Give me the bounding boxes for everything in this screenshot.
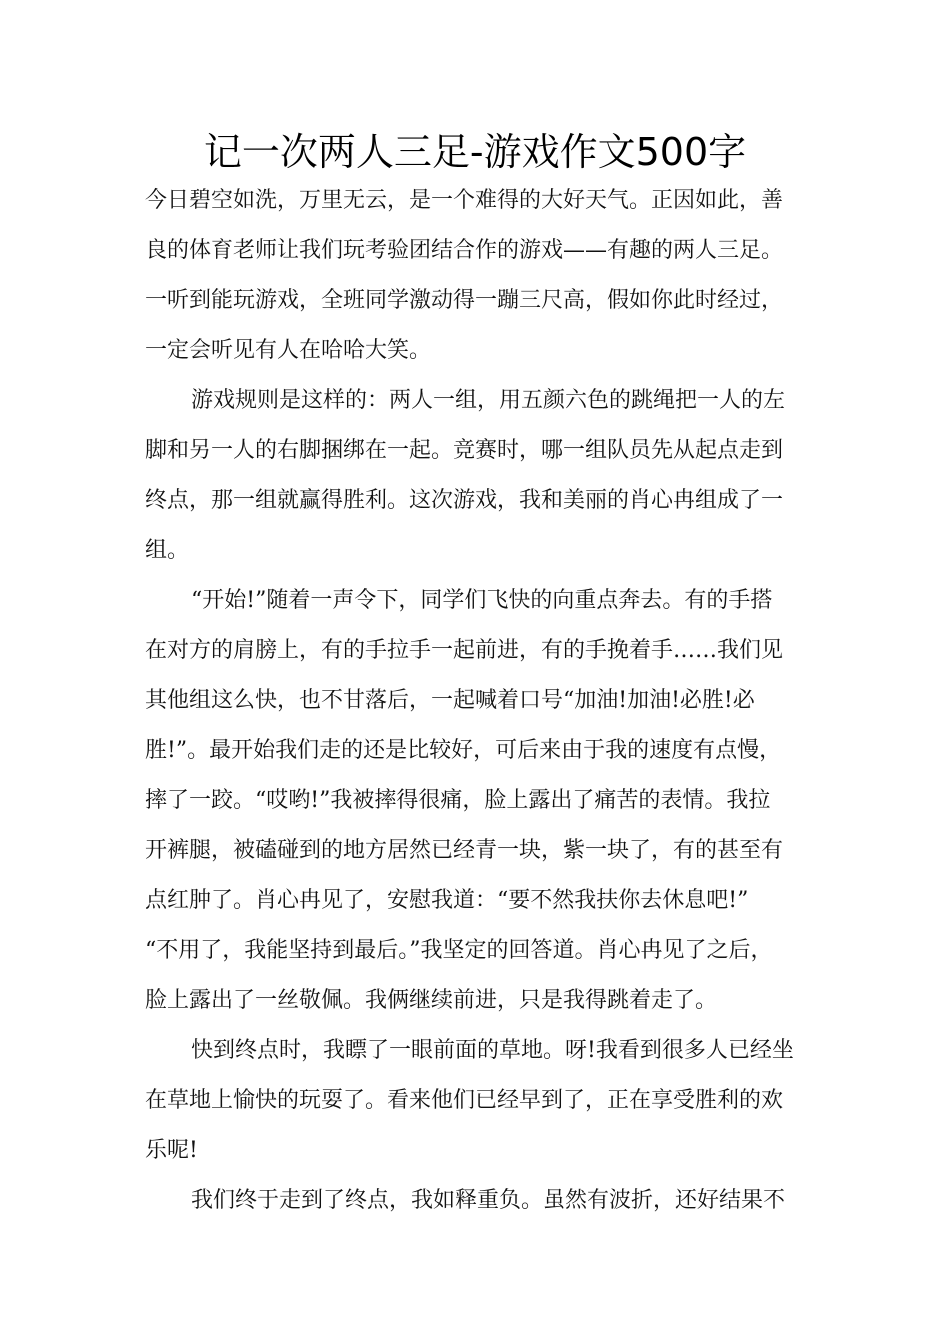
text-line: 良的体育老师让我们玩考验团结合作的游戏——有趣的两人三足。 (145, 238, 784, 263)
paragraph-5 (145, 1176, 825, 1226)
text-line: 游戏规则是这样的：两人一组，用五颜六色的跳绳把一人的左 (191, 388, 786, 413)
text-line: 乐呢! (145, 1138, 198, 1163)
text-line: 点红肿了。肖心冉见了，安慰我道：“要不然我扶你去休息吧!” (145, 888, 749, 913)
text-line: “开始!”随着一声令下，同学们飞快的向重点奔去。有的手搭 (191, 588, 773, 613)
text-line: 组。 (145, 538, 190, 563)
text-line: 一听到能玩游戏，全班同学激动得一蹦三尺高，假如你此时经过， (145, 288, 784, 313)
text-line: 今日碧空如洗，万里无云，是一个难得的大好天气。正因如此，善 (145, 188, 784, 213)
document-body (145, 176, 825, 1226)
text-line: 其他组这么快，也不甘落后，一起喊着口号“加油!加油!必胜!必 (145, 688, 755, 713)
text-line: 一定会听见有人在哈哈大笑。 (145, 338, 432, 363)
text-line: 在对方的肩膀上，有的手拉手一起前进，有的手挽着手……我们见 (145, 638, 784, 663)
text-line: 在草地上愉快的玩耍了。看来他们已经早到了，正在享受胜利的欢 (145, 1088, 784, 1113)
text-line: “不用了，我能坚持到最后。”我坚定的回答道。肖心冉见了之后， (145, 938, 773, 963)
paragraph-2 (145, 376, 825, 576)
text-line: 开裤腿，被磕碰到的地方居然已经青一块，紫一块了，有的甚至有 (145, 838, 784, 863)
text-line: 我们终于走到了终点，我如释重负。虽然有波折，还好结果不 (191, 1188, 786, 1213)
text-line: 终点，那一组就赢得胜利。这次游戏，我和美丽的肖心冉组成了一 (145, 488, 784, 513)
text-line: 胜!”。最开始我们走的还是比较好，可后来由于我的速度有点慢， (145, 738, 782, 763)
paragraph-4 (145, 1026, 825, 1176)
text-line: 快到终点时，我瞟了一眼前面的草地。呀!我看到很多人已经坐 (191, 1038, 794, 1063)
text-line: 脸上露出了一丝敬佩。我俩继续前进，只是我得跳着走了。 (145, 988, 718, 1013)
paragraph-3 (145, 576, 825, 1026)
text-line: 摔了一跤。“哎哟!”我被摔得很痛，脸上露出了痛苦的表情。我拉 (145, 788, 771, 813)
paragraph-1 (145, 176, 825, 376)
text-line: 脚和另一人的右脚捆绑在一起。竞赛时，哪一组队员先从起点走到 (145, 438, 784, 463)
document-title: 记一次两人三足-游戏作文500字 (203, 130, 747, 174)
